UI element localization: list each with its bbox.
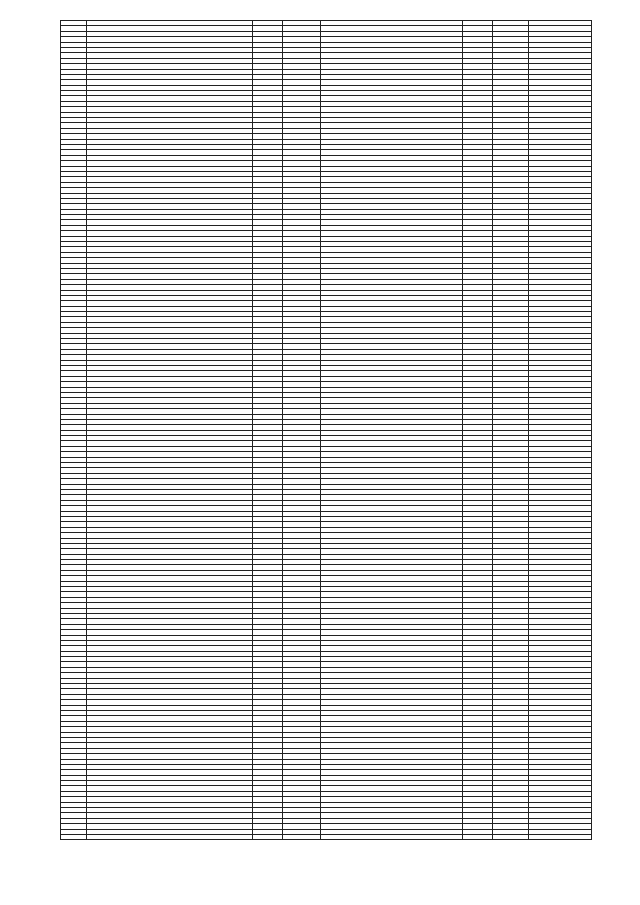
table-cell xyxy=(321,834,463,839)
table-row xyxy=(61,834,592,839)
table-cell xyxy=(253,834,283,839)
table-cell xyxy=(87,834,253,839)
table-cell xyxy=(493,834,529,839)
table-cell xyxy=(529,834,592,839)
table-cell xyxy=(61,834,87,839)
table-cell xyxy=(283,834,321,839)
work-register-table xyxy=(60,20,592,840)
document-page xyxy=(60,20,591,840)
table-cell xyxy=(463,834,493,839)
register-rows xyxy=(61,21,592,840)
